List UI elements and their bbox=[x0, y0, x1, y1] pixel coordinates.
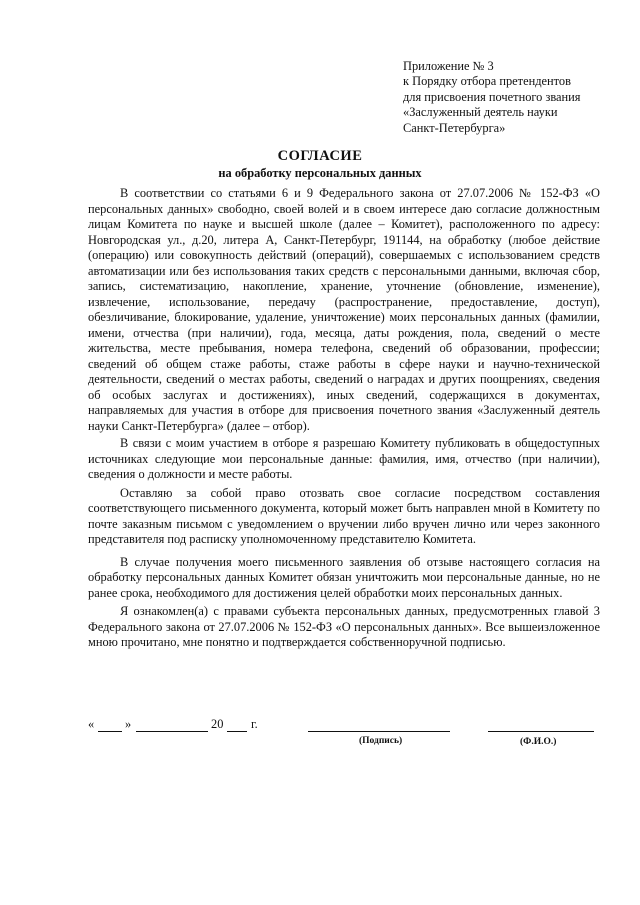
date-open-quote: « bbox=[88, 717, 95, 731]
signature-block bbox=[88, 717, 600, 757]
body-paragraph: В случае получения моего письменного заявления об отзыве настоящего согласия на обработку персональных данных Комитет обязан уничтожить мои персональные данные, но не ранее срока, необходимого для достижения целей обработки моих персональных данных. bbox=[88, 554, 600, 600]
appendix-reference bbox=[403, 59, 628, 136]
full-name-caption: (Ф.И.О.) bbox=[520, 737, 557, 747]
appendix-line: Санкт-Петербурга» bbox=[403, 120, 506, 135]
document-title: СОГЛАСИЕ bbox=[277, 148, 363, 164]
date-year-prefix: 20 bbox=[211, 717, 224, 731]
signature-line bbox=[308, 731, 450, 732]
document-subtitle: на обработку персональных данных bbox=[218, 166, 422, 180]
date-year-blank bbox=[227, 731, 247, 732]
body-paragraph: Оставляю за собой право отозвать свое согласие посредством составления соответствующего письменного документа, который может быть направлен мной в Комитету по почте заказным письмом с уведомлением о вручении либо вручен лично или через законного представителя под расписку уполномоченному представителю Комитета. bbox=[88, 485, 600, 546]
appendix-line: к Порядку отбора претендентов bbox=[403, 74, 571, 89]
body-paragraph: Я ознакомлен(а) с правами субъекта персональных данных, предусмотренных главой 3 Федерального закона от 27.07.2006 № 152-ФЗ «О персональных данных». Все вышеизложенное мною прочитано, мне понятно и подтверждается собственноручной подписью. bbox=[88, 604, 600, 649]
document-heading bbox=[0, 148, 640, 181]
date-close-quote: » bbox=[125, 717, 132, 731]
document-body bbox=[88, 186, 600, 651]
date-month-blank bbox=[136, 731, 208, 732]
date-year-suffix: г. bbox=[251, 717, 258, 731]
signature-caption: (Подпись) bbox=[359, 736, 403, 746]
body-paragraph: В связи с моим участием в отборе я разрешаю Комитету публиковать в общедоступных источниках следующие мои персональные данные: фамилия, имя, отчество (при наличии), сведения о должности и месте работы. bbox=[88, 436, 600, 481]
body-paragraph: В соответствии со статьями 6 и 9 Федерального закона от 27.07.2006 № 152-ФЗ «О персональных данных» свободно, своей волей и в своем интересе даю согласие должностным лицам Комитета по науке и высшей школе (далее – Комитет), расположенного по адресу: Новгородская ул., д.20, литера А, Санкт-Петербург, 191144, на обработку (любое действие (операцию) или совокупность действий (операций), совершаемых с использованием средств автоматизации или без использования таких средств с персональными данными, включая сбор, запись, систематизацию, накопление, хранение, уточнение (обновление, изменение), извлечение, использование, передачу (распространение, предоставление, доступ), обезличивание, блокирование, удаление, уничтожение) моих персональных данных (фамилии, имени, отчества (при наличии), года, месяца, даты рождения, пола, сведений о месте жительства, месте пребывания, номера телефона, сведений об образовании, профессии; сведений об общем стаже работы, стаже работы в сфере науки и научно-технической деятельности, сведений о местах работы, сведений о наградах и других поощрениях, сведения об особых заслугах и достижениях), иных сведений, содержащихся в документах, направляемых для участия в отборе для присвоения почетного звания «Заслуженный деятель науки Санкт-Петербурга» (далее – отбор). bbox=[88, 186, 600, 433]
date-day-blank bbox=[98, 731, 122, 732]
full-name-line bbox=[488, 731, 594, 732]
appendix-line: Приложение № 3 bbox=[403, 59, 494, 73]
appendix-line: для присвоения почетного звания bbox=[403, 89, 581, 104]
appendix-line: «Заслуженный деятель науки bbox=[403, 105, 558, 120]
